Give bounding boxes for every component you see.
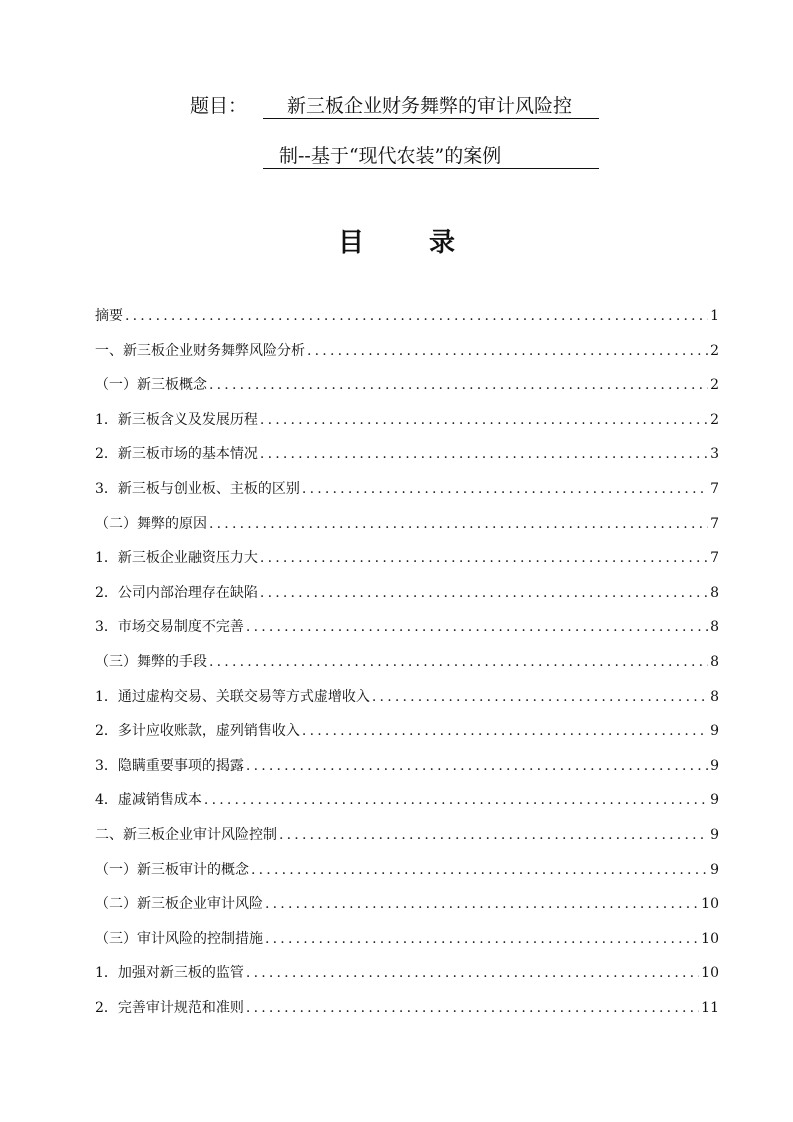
toc-item-page-number: 7 — [710, 515, 719, 532]
toc-item-label: （三）审计风险的控制措施 — [95, 930, 263, 947]
toc-item[interactable] — [95, 548, 719, 583]
toc-item-label: 3．隐瞒重要事项的揭露 — [95, 757, 244, 774]
toc-item[interactable] — [95, 652, 719, 687]
toc-leader-dots — [209, 652, 708, 672]
toc-leader-dots — [246, 963, 699, 983]
toc-leader-dots — [260, 548, 708, 568]
toc-leader-dots — [209, 375, 708, 395]
toc-leader-dots — [260, 583, 708, 603]
toc-item-page-number: 10 — [701, 930, 719, 947]
toc-item[interactable] — [95, 790, 719, 825]
toc-item-page-number: 8 — [710, 653, 719, 670]
toc-item-label: 4．虚减销售成本 — [95, 792, 202, 809]
title-line-1: 新三板企业财务舞弊的审计风险控 — [263, 94, 599, 119]
toc-item[interactable] — [95, 894, 719, 929]
toc-heading: 目 录 — [337, 228, 484, 258]
toc-item-page-number: 9 — [710, 723, 719, 740]
toc-leader-dots — [125, 306, 708, 326]
toc-item-label: 摘要 — [95, 308, 123, 324]
toc-item-label: 一、新三板企业财务舞弊风险分析 — [95, 342, 305, 359]
toc-leader-dots — [246, 756, 708, 776]
toc-leader-dots — [302, 479, 708, 499]
toc-item-page-number: 7 — [710, 550, 719, 567]
toc-item-page-number: 2 — [710, 377, 719, 394]
toc-item-page-number: 2 — [710, 411, 719, 428]
toc-item-page-number: 7 — [710, 480, 719, 497]
toc-item-label: 2．新三板市场的基本情况 — [95, 446, 258, 463]
toc-item-page-number: 2 — [710, 342, 719, 359]
title-label: 题目： — [190, 95, 248, 117]
toc-item[interactable] — [95, 687, 719, 722]
toc-item[interactable] — [95, 756, 719, 791]
toc-item[interactable] — [95, 410, 719, 445]
toc-item-page-number: 9 — [710, 861, 719, 878]
toc-item[interactable] — [95, 444, 719, 479]
toc-item[interactable] — [95, 341, 719, 376]
toc-item-label: 2．完善审计规范和准则 — [95, 999, 244, 1016]
toc-item[interactable] — [95, 479, 719, 514]
toc-item-page-number: 8 — [710, 584, 719, 601]
toc-item[interactable] — [95, 617, 719, 652]
toc-item-page-number: 9 — [710, 826, 719, 843]
toc-leader-dots — [251, 860, 708, 880]
toc-item-label: 二、新三板企业审计风险控制 — [95, 826, 277, 843]
toc-leader-dots — [246, 998, 699, 1018]
toc-item[interactable] — [95, 929, 719, 964]
toc-leader-dots — [302, 721, 708, 741]
toc-item-page-number: 9 — [710, 757, 719, 774]
toc-leader-dots — [265, 894, 699, 914]
toc-item-page-number: 8 — [710, 688, 719, 705]
toc-leader-dots — [279, 825, 708, 845]
toc-item-label: 1．通过虚构交易、关联交易等方式虚增收入 — [95, 688, 370, 705]
toc-item[interactable] — [95, 963, 719, 998]
toc-item-page-number: 1 — [710, 308, 719, 324]
toc-item-label: （一）新三板概念 — [95, 377, 207, 394]
toc-item-label: 2．公司内部治理存在缺陷 — [95, 584, 258, 601]
toc-leader-dots — [307, 341, 708, 361]
toc-leader-dots — [265, 929, 699, 949]
toc-item-label: 3．市场交易制度不完善 — [95, 619, 244, 636]
toc-leader-dots — [246, 617, 708, 637]
toc-item-label: （三）舞弊的手段 — [95, 653, 207, 670]
toc-item-label: （一）新三板审计的概念 — [95, 861, 249, 878]
toc-item[interactable] — [95, 375, 719, 410]
title-line-2: 制--基于“现代农装”的案例 — [263, 144, 599, 169]
toc-item[interactable] — [95, 306, 719, 341]
toc-item[interactable] — [95, 721, 719, 756]
toc-item-page-number: 9 — [710, 792, 719, 809]
toc-leader-dots — [209, 514, 708, 534]
toc-item[interactable] — [95, 514, 719, 549]
toc-item-label: 1．新三板企业融资压力大 — [95, 550, 258, 567]
toc-item-page-number: 3 — [710, 446, 719, 463]
toc-item-page-number: 10 — [701, 896, 719, 913]
toc-item[interactable] — [95, 825, 719, 860]
toc-leader-dots — [372, 687, 708, 707]
toc-item-label: （二）新三板企业审计风险 — [95, 896, 263, 913]
toc-leader-dots — [260, 410, 708, 430]
toc-item[interactable] — [95, 998, 719, 1033]
toc-item-label: 1．新三板含义及发展历程 — [95, 411, 258, 428]
toc-leader-dots — [260, 444, 708, 464]
toc-item-page-number: 11 — [701, 999, 719, 1016]
toc-item-label: 2．多计应收账款，虚列销售收入 — [95, 723, 300, 740]
toc-item[interactable] — [95, 860, 719, 895]
toc-item-label: 1．加强对新三板的监管 — [95, 965, 244, 982]
toc-leader-dots — [204, 790, 708, 810]
toc-list — [95, 306, 719, 1032]
toc-item-page-number: 8 — [710, 619, 719, 636]
toc-item-label: 3．新三板与创业板、主板的区别 — [95, 480, 300, 497]
toc-item[interactable] — [95, 583, 719, 618]
toc-item-label: （二）舞弊的原因 — [95, 515, 207, 532]
toc-item-page-number: 10 — [701, 965, 719, 982]
